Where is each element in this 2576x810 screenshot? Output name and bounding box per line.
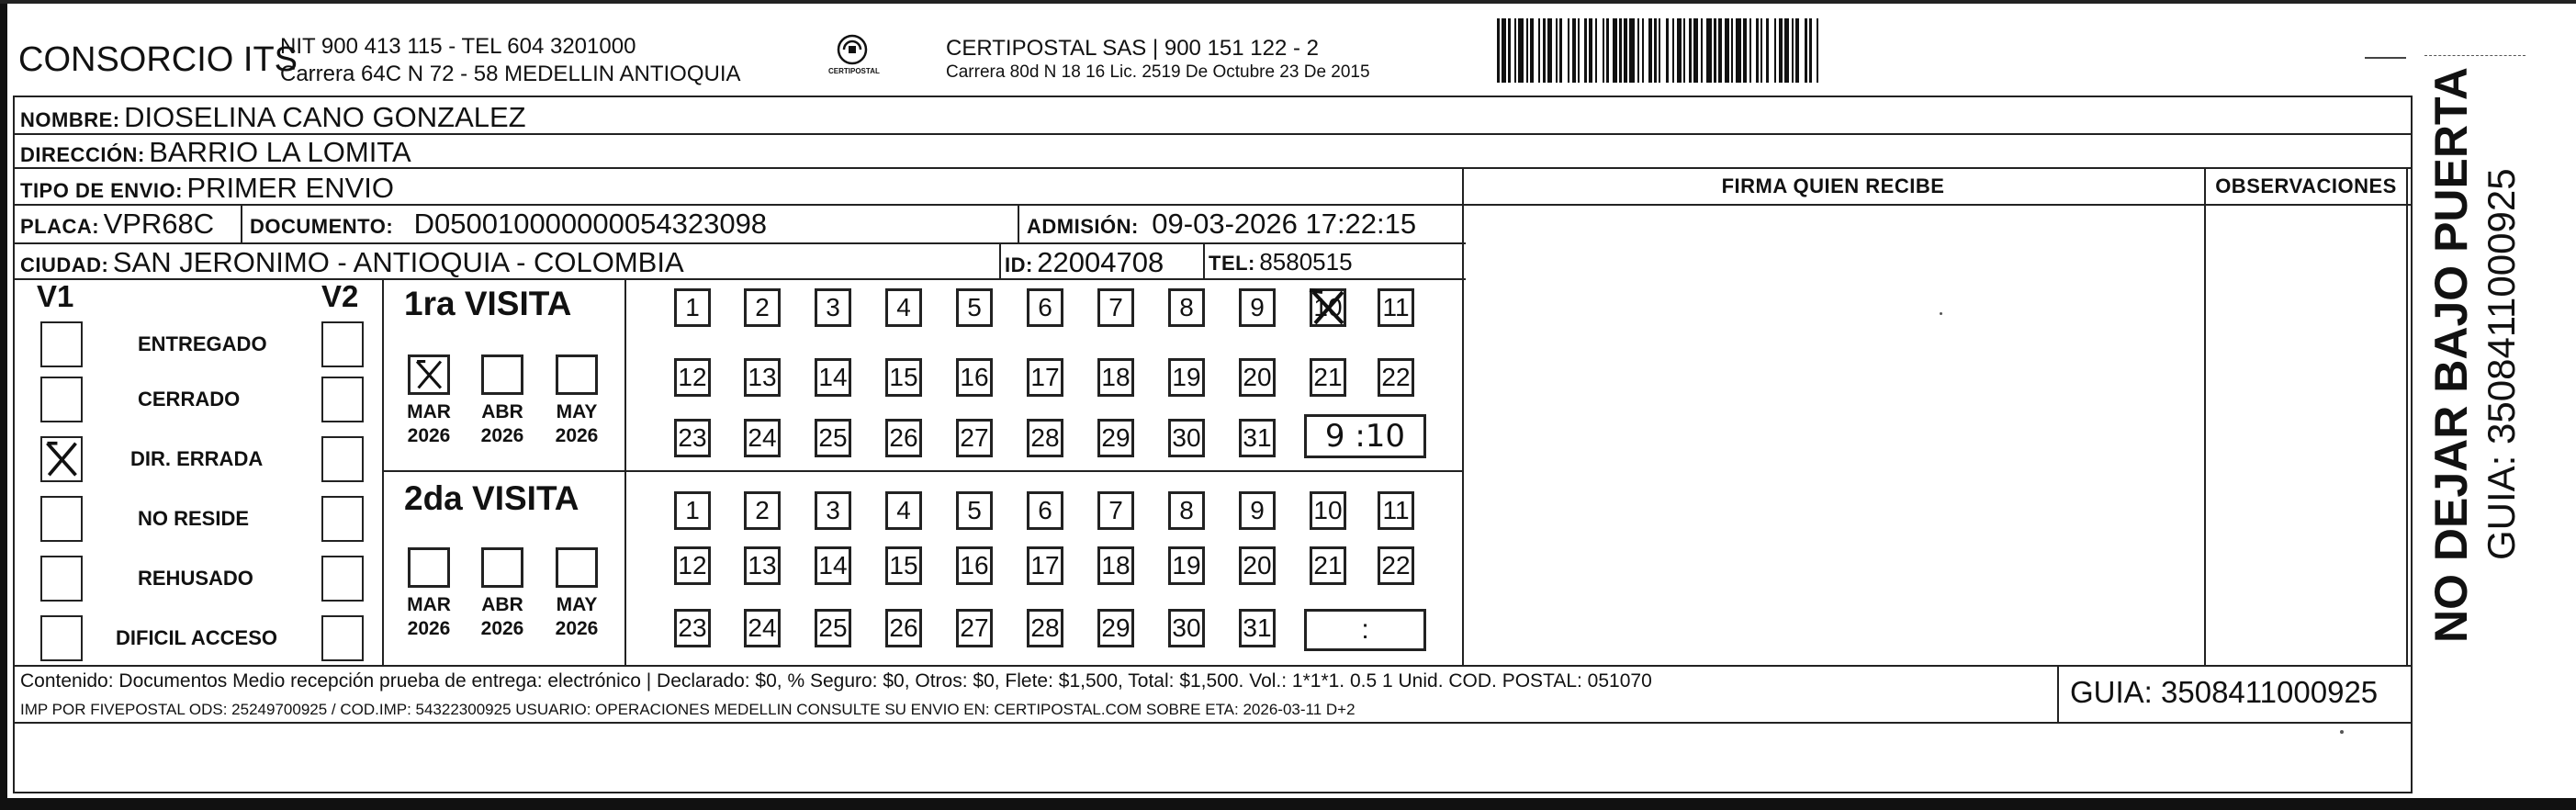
placa-field <box>20 208 214 241</box>
day-box[interactable]: 7 <box>1097 491 1134 530</box>
day-box[interactable]: 11 <box>1378 288 1414 327</box>
day-box[interactable]: 29 <box>1097 419 1134 457</box>
day-box[interactable]: 9 <box>1239 288 1276 327</box>
day-box[interactable]: 7 <box>1097 288 1134 327</box>
side-warning: NO DEJAR BAJO PUERTA <box>2425 67 2477 643</box>
day-box[interactable]: 2 <box>744 491 781 530</box>
v1-checkbox[interactable] <box>40 377 83 422</box>
month-label <box>470 593 534 641</box>
visit2-time: : <box>1361 614 1369 645</box>
day-box[interactable]: 19 <box>1168 358 1205 397</box>
day-box[interactable]: 4 <box>885 491 922 530</box>
certipostal-logo: CERTIPOSTAL <box>825 29 880 84</box>
nombre-value: DIOSELINA CANO GONZALEZ <box>124 101 526 133</box>
mark-line <box>2365 57 2406 59</box>
documento-label: DOCUMENTO: <box>250 215 394 238</box>
admision-field <box>1027 208 1416 241</box>
status-option-label: NO RESIDE <box>138 507 250 530</box>
col-divider <box>1462 167 1464 665</box>
month-checkbox[interactable] <box>408 354 450 395</box>
left-border <box>0 4 7 810</box>
day-box[interactable]: 21 <box>1310 546 1346 585</box>
day-box[interactable]: 28 <box>1027 609 1063 647</box>
month-checkbox[interactable] <box>556 354 598 395</box>
v1-checkbox[interactable] <box>40 556 83 602</box>
day-box[interactable]: 12 <box>674 358 711 397</box>
day-box[interactable]: 8 <box>1168 491 1205 530</box>
status-option-label: DIR. ERRADA <box>130 447 264 470</box>
x-mark-icon <box>1306 285 1350 331</box>
day-box[interactable]: 13 <box>744 546 781 585</box>
day-box[interactable]: 18 <box>1097 546 1134 585</box>
month-year: 2026 <box>555 618 599 639</box>
v2-checkbox[interactable] <box>321 496 364 542</box>
documento-value: D050010000000054323098 <box>413 208 768 240</box>
month-year: 2026 <box>480 618 524 639</box>
v1-checkbox[interactable] <box>40 436 83 482</box>
month-name: MAR <box>407 401 451 422</box>
company-nit: NIT 900 413 115 - TEL 604 3201000 <box>280 34 636 59</box>
dot-mark <box>1940 312 1942 315</box>
day-box[interactable]: 5 <box>956 288 993 327</box>
month-checkbox[interactable] <box>481 354 523 395</box>
day-box[interactable]: 22 <box>1378 358 1414 397</box>
footer-bottom <box>13 722 2413 724</box>
cell-divider <box>241 204 242 242</box>
day-box[interactable]: 31 <box>1239 419 1276 457</box>
day-box[interactable]: 16 <box>956 546 993 585</box>
v2-header: V2 <box>321 279 359 313</box>
month-year: 2026 <box>555 425 599 446</box>
tel-field <box>1209 248 1353 276</box>
day-box[interactable]: 8 <box>1168 288 1205 327</box>
visit2-time-box[interactable] <box>1304 609 1426 651</box>
tipo-label: TIPO DE ENVIO: <box>20 179 183 202</box>
courier-name: CERTIPOSTAL SAS | 900 151 122 - 2 <box>946 36 1319 61</box>
month-label <box>397 400 461 448</box>
visit2-title: 2da VISITA <box>404 479 579 517</box>
row-divider <box>13 242 1466 244</box>
day-box[interactable]: 16 <box>956 358 993 397</box>
day-box[interactable]: 17 <box>1027 546 1063 585</box>
day-box[interactable]: 18 <box>1097 358 1134 397</box>
day-box[interactable]: 26 <box>885 609 922 647</box>
v2-checkbox[interactable] <box>321 615 364 661</box>
day-box[interactable]: 9 <box>1239 491 1276 530</box>
cell-divider <box>1203 242 1205 279</box>
visit1-time-box[interactable] <box>1304 414 1426 458</box>
status-option-label: REHUSADO <box>138 567 253 590</box>
barcode <box>1497 18 2415 83</box>
month-label <box>397 593 461 641</box>
day-box[interactable]: 27 <box>956 419 993 457</box>
observaciones-header: OBSERVACIONES <box>2215 174 2397 197</box>
day-box[interactable]: 17 <box>1027 358 1063 397</box>
day-box[interactable]: 2 <box>744 288 781 327</box>
col-divider <box>2406 167 2408 665</box>
tipo-value: PRIMER ENVIO <box>186 172 395 204</box>
v1-checkbox[interactable] <box>40 496 83 542</box>
month-year: 2026 <box>407 618 451 639</box>
nombre-label: NOMBRE: <box>20 108 120 131</box>
documento-field <box>250 208 767 241</box>
day-box[interactable]: 15 <box>885 358 922 397</box>
status-option-label: ENTREGADO <box>138 332 267 355</box>
day-box[interactable]: 25 <box>815 419 851 457</box>
footer-imp: IMP POR FIVEPOSTAL ODS: 25249700925 / COD.IMP: 54322300925 USUARIO: OPERACIONES MEDELLIN CONSULTE SU ENVIO EN: CERTIPOSTAL.COM SOBRE ETA: 2026-03-11 D+2 <box>20 701 1355 718</box>
company-name: CONSORCIO ITS <box>18 40 298 79</box>
day-box[interactable]: 30 <box>1168 419 1205 457</box>
day-box[interactable]: 10 <box>1310 288 1346 327</box>
month-year: 2026 <box>407 425 451 446</box>
month-label <box>545 400 609 448</box>
day-box[interactable]: 13 <box>744 358 781 397</box>
id-field <box>1005 246 1164 279</box>
day-box[interactable]: 19 <box>1168 546 1205 585</box>
day-box[interactable]: 1 <box>674 491 711 530</box>
footer-guia: GUIA: 3508411000925 <box>2070 675 2379 709</box>
month-label <box>470 400 534 448</box>
id-value: 22004708 <box>1037 246 1164 278</box>
month-name: ABR <box>481 401 523 422</box>
status-option-label: CERRADO <box>138 388 241 411</box>
barcode-bar <box>1818 18 1822 83</box>
visit1-title: 1ra VISITA <box>404 285 572 322</box>
day-box[interactable]: 30 <box>1168 609 1205 647</box>
ciudad-field <box>20 246 684 279</box>
day-box[interactable]: 6 <box>1027 491 1063 530</box>
id-label: ID: <box>1005 253 1033 276</box>
footer-divider <box>13 665 2413 667</box>
day-box[interactable]: 20 <box>1239 358 1276 397</box>
day-box[interactable]: 3 <box>815 288 851 327</box>
v1-checkbox[interactable] <box>40 615 83 661</box>
day-box[interactable]: 24 <box>744 609 781 647</box>
admision-value: 09-03-2026 17:22:15 <box>1152 208 1417 240</box>
day-box[interactable]: 23 <box>674 609 711 647</box>
tipo-envio-field <box>20 172 394 205</box>
day-box[interactable]: 3 <box>815 491 851 530</box>
direccion-field <box>20 136 411 169</box>
v1-checkbox[interactable] <box>40 321 83 367</box>
day-box[interactable]: 22 <box>1378 546 1414 585</box>
month-name: MAR <box>407 594 451 615</box>
company-address: Carrera 64C N 72 - 58 MEDELLIN ANTIOQUIA <box>280 62 741 86</box>
nombre-field <box>20 101 526 134</box>
day-box[interactable]: 14 <box>815 546 851 585</box>
side-guia: GUIA: 3508411000925 <box>2480 168 2523 560</box>
footer-content: Contenido: Documentos Medio recepción prueba de entrega: electrónico | Declarado: $0, % Seguro: $0, Otros: $0, Flete: $1,500, Total: $1,500. Vol.: 1*1*1. 0.5 1 Unid. COD. POSTAL: 051070 <box>20 670 1652 692</box>
day-box[interactable]: 1 <box>674 288 711 327</box>
day-box[interactable]: 23 <box>674 419 711 457</box>
ciudad-label: CIUDAD: <box>20 253 109 276</box>
month-checkbox[interactable] <box>556 547 598 588</box>
day-box[interactable]: 28 <box>1027 419 1063 457</box>
day-box[interactable]: 26 <box>885 419 922 457</box>
cell-divider <box>999 242 1001 279</box>
mark-line <box>2424 55 2525 59</box>
month-name: MAY <box>556 594 598 615</box>
month-name: MAY <box>556 401 598 422</box>
day-box[interactable]: 31 <box>1239 609 1276 647</box>
direccion-value: BARRIO LA LOMITA <box>149 136 411 168</box>
v1-header: V1 <box>37 279 74 313</box>
month-year: 2026 <box>480 425 524 446</box>
placa-value: VPR68C <box>103 208 215 240</box>
day-box[interactable]: 14 <box>815 358 851 397</box>
tel-value: 8580515 <box>1259 248 1353 276</box>
status-option-label: DIFICIL ACCESO <box>116 626 278 649</box>
day-box[interactable]: 21 <box>1310 358 1346 397</box>
day-box[interactable]: 20 <box>1239 546 1276 585</box>
row-divider <box>1464 204 2413 206</box>
month-checkbox[interactable] <box>481 547 523 588</box>
v2-checkbox[interactable] <box>321 377 364 422</box>
courier-address: Carrera 80d N 18 16 Lic. 2519 De Octubre 23 De 2015 <box>946 62 1370 82</box>
direccion-label: DIRECCIÓN: <box>20 143 145 166</box>
v2-checkbox[interactable] <box>321 556 364 602</box>
x-mark-icon <box>42 438 81 480</box>
visit1-time: 9 :10 <box>1324 418 1406 455</box>
day-box[interactable]: 6 <box>1027 288 1063 327</box>
footer-col-divider <box>2057 665 2059 722</box>
admision-label: ADMISIÓN: <box>1027 215 1139 238</box>
cell-divider <box>1018 204 1019 242</box>
ciudad-value: SAN JERONIMO - ANTIOQUIA - COLOMBIA <box>112 246 684 278</box>
bottom-border <box>0 798 2576 810</box>
day-box[interactable]: 24 <box>744 419 781 457</box>
firma-header: FIRMA QUIEN RECIBE <box>1721 174 1945 197</box>
v2-checkbox[interactable] <box>321 321 364 367</box>
day-x-mark <box>1306 285 1350 331</box>
tel-label: TEL: <box>1209 252 1255 275</box>
month-checkbox[interactable] <box>408 547 450 588</box>
day-box[interactable]: 12 <box>674 546 711 585</box>
day-box[interactable]: 10 <box>1310 491 1346 530</box>
x-mark-icon <box>411 357 447 392</box>
day-box[interactable]: 11 <box>1378 491 1414 530</box>
placa-label: PLACA: <box>20 215 100 238</box>
day-box[interactable]: 27 <box>956 609 993 647</box>
day-box[interactable]: 5 <box>956 491 993 530</box>
dot-mark <box>2340 730 2344 734</box>
col-divider <box>2204 167 2206 665</box>
day-box[interactable]: 4 <box>885 288 922 327</box>
visit-divider <box>382 470 1462 472</box>
v2-checkbox[interactable] <box>321 436 364 482</box>
day-box[interactable]: 29 <box>1097 609 1134 647</box>
month-name: ABR <box>481 594 523 615</box>
day-box[interactable]: 25 <box>815 609 851 647</box>
month-label <box>545 593 609 641</box>
top-border <box>0 0 2576 4</box>
day-box[interactable]: 15 <box>885 546 922 585</box>
